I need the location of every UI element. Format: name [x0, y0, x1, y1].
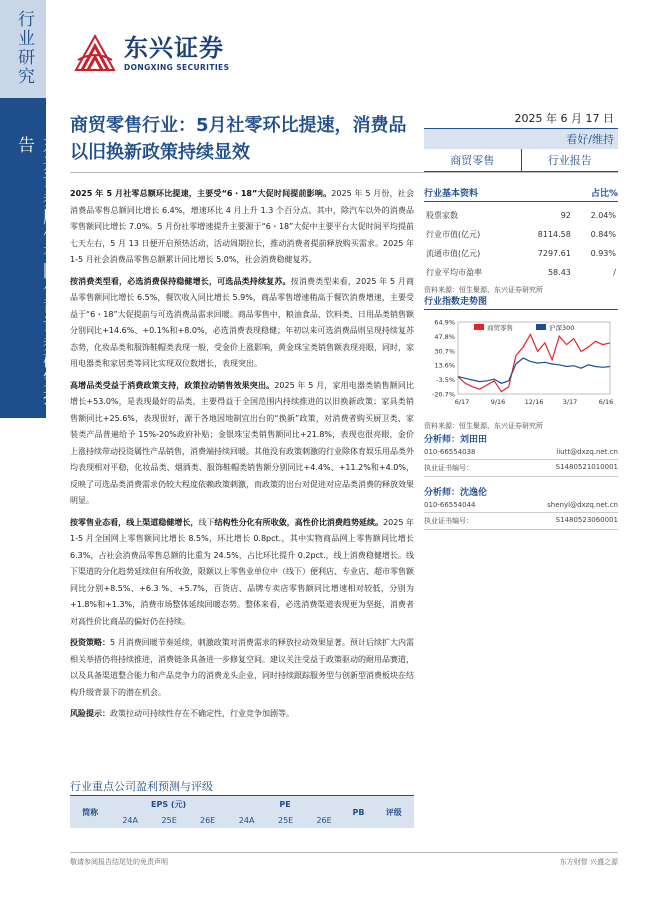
- y-tick-label: -3.5%: [436, 376, 455, 385]
- col-rating: 评级: [374, 796, 414, 829]
- report-meta-box: [424, 108, 618, 173]
- year-label: 24A: [227, 813, 267, 828]
- side-strip-main: [0, 98, 59, 418]
- stat-pct: /: [613, 268, 616, 277]
- paragraph-2-lead: 按消费类型看，必选消费保持稳健增长，可选品类持续复苏。: [70, 276, 291, 286]
- col-pe: PE: [227, 796, 343, 814]
- analyst-1-label: 分析师：: [424, 435, 461, 445]
- company-report-label: 东兴证券股份有限公司证券研究报告: [14, 136, 59, 406]
- paragraph-5: [70, 635, 414, 701]
- analyst-1-contact: [424, 445, 618, 460]
- analyst-1-email[interactable]: liutt@dxzq.net.cn: [556, 448, 618, 456]
- stat-value: 92: [560, 211, 571, 220]
- logo-en-text: DONGXING SECURITIES: [124, 62, 230, 72]
- paragraph-4-text: 2025 年 1-5 月全国网上零售额同比增长 8.5%，环比增长 0.8pct.，其中实物商品网上零售额同比增长 6.3%，占社会消费品零售总额的比重为 24.5%，占比环比提升 0.2pct.，线上消费稳健增长。线下渠道的分化趋势延续但有所收敛，限额以上零售业单位中（线下）便利店、专业店、超市零售额同比分别+8.5%、+6.3 %、+5.7%，百货店、品牌专卖店零售额同比增速相对较低，分别为+1.8%和+1.3%，消费市场整体延续回暖态势。整体来看，必选消费渠道表现更为坚挺，消费者对高性价比商品的偏好仍在持续。: [70, 517, 415, 626]
- paragraph-3: [70, 378, 414, 510]
- paragraph-5-text: 5 月消费回暖节奏延续，刺激政策对消费需求的释放拉动效果显著。预计后续扩大内需相关举措仍将持续推进，消费链条具备进一步修复空间。建议关注受益于政策驱动的耐用品赛道，以及具备渠道整合能力和产品竞争力的消费龙头企业，同时持续跟踪服务型与创新型消费板块在结构升级背景下的潜在机会。: [70, 638, 414, 697]
- paragraph-6: [70, 706, 414, 723]
- analyst-2-email[interactable]: shenyl@dxzq.net.cn: [547, 501, 618, 509]
- x-tick-label: 6/16: [598, 398, 614, 406]
- analyst-2-heading: [424, 485, 618, 498]
- series-line-2: [458, 358, 610, 383]
- col-name: 简称: [70, 796, 110, 829]
- analyst-1-cert-row: [424, 460, 618, 477]
- paragraph-4-lead: 按零售业态看，线上渠道稳健增长，: [70, 517, 199, 527]
- table-row: [424, 244, 618, 263]
- legend-label: 沪深300: [549, 324, 575, 332]
- paragraph-3-lead: 高增品类受益于消费政策支持，政策拉动销售效果突出。: [70, 380, 275, 390]
- company-logo: [72, 30, 229, 76]
- y-tick-label: 64.9%: [434, 318, 455, 327]
- x-tick-label: 9/16: [490, 398, 506, 406]
- x-tick-label: 6/17: [454, 398, 470, 406]
- table-row: [424, 263, 618, 282]
- analyst-1-phone: 010-66554038: [424, 448, 476, 456]
- industry-tag: 商贸零售: [424, 149, 521, 173]
- analyst-1-heading: [424, 432, 618, 445]
- logo-mark-icon: [72, 30, 118, 76]
- rating-badge: 看好/维持: [424, 129, 618, 149]
- forecast-title: 行业重点公司盈利预测与评级: [70, 780, 213, 793]
- analyst-2-cert-row: [424, 513, 618, 530]
- y-tick-label: 30.7%: [434, 347, 455, 356]
- legend-swatch: [536, 324, 546, 330]
- side-strip-top: [0, 0, 46, 98]
- industry-trend: [424, 294, 618, 431]
- paragraph-6-lead: 风险提示：: [70, 709, 110, 718]
- x-tick-label: 3/17: [562, 398, 578, 406]
- y-tick-label: -20.7%: [432, 390, 455, 399]
- stat-label: 行业平均市盈率: [426, 268, 482, 277]
- paragraph-3-text: 2025 年 5 月，家用电器类销售额同比增长+53.0%，是表现最好的品类，主要得益于全国范围内持续推进的以旧换新政策；家具类销售额同比+25.6%，表现很好，源于各地因地制宜出台的“换新”政策，对消费者购买厨卫类、家装类产品普遍给予 15%-20%政府补贴；金银珠宝类销售额同比+21.8%，表现也很亮眼，金价上涨持续带动投资属性产品销售，消费端持续回暖。其他没有政策刺激的行业除体育娱乐用品类外均表现相对平稳，化妆品类、烟酒类、服饰鞋帽类销售额分别同比+4.4%、+11.2%和+4.0%，反映了可选品类消费需求仍较大程度依赖政策刺激，而政策的出台对促进对应品类消费的释放效果明显。: [70, 380, 415, 505]
- header-divider: [70, 172, 618, 173]
- year-label: 24A: [110, 813, 150, 828]
- report-type-tag: 行业报告: [521, 149, 619, 173]
- stat-pct: 2.04%: [590, 211, 616, 220]
- series-line-1: [458, 335, 610, 392]
- col-pb: PB: [343, 796, 373, 829]
- paragraph-4: [70, 515, 414, 631]
- trend-line-chart: [424, 314, 618, 414]
- col-eps: EPS (元): [110, 796, 226, 814]
- stat-value: 58.43: [547, 268, 571, 277]
- basic-data-table: [424, 206, 618, 282]
- industry-basic-data: [424, 186, 618, 295]
- analyst-2-label: 分析师：: [424, 488, 461, 498]
- analyst-2-cert: S1480523060001: [555, 516, 618, 524]
- report-category: 行业研究: [14, 10, 34, 86]
- paragraph-1-lead: 2025 年 5 月社零总额环比提速，主要受“6・18”大促时间提前影响。: [70, 189, 332, 198]
- paragraph-4-lead2: 结构性分化有所收敛，高性价比消费趋势延续。: [214, 517, 384, 527]
- y-tick-label: 13.6%: [434, 361, 455, 370]
- paragraph-5-lead: 投资策略：: [70, 638, 111, 647]
- logo-cn-text: 东兴证券: [124, 33, 224, 62]
- stat-value: 8114.58: [537, 230, 571, 239]
- plot-frame: [458, 322, 610, 394]
- year-label: 25E: [266, 813, 304, 828]
- basic-data-title: 行业基本资料: [424, 189, 479, 199]
- report-title: 商贸零售行业：5月社零环比提速，消费品以旧换新政策持续显效: [70, 115, 407, 163]
- y-tick-label: 47.8%: [434, 332, 455, 341]
- trend-title: 行业指数走势图: [424, 297, 488, 307]
- analyst-2-phone: 010-66554044: [424, 501, 476, 509]
- stat-label: 股票家数: [426, 211, 458, 220]
- trend-source: 资料来源：恒生聚源、东兴证券研究所: [424, 422, 543, 430]
- stat-label: 流通市值(亿元): [426, 249, 481, 258]
- analyst-1-cert-label: 执业证书编号：: [424, 464, 473, 472]
- legend-label: 商贸零售: [487, 324, 513, 332]
- forecast-table: [70, 795, 414, 828]
- basic-data-col: 占比%: [590, 189, 618, 199]
- analyst-1-cert: S1480521010001: [555, 463, 618, 471]
- footer-disclaimer: 敬请参阅报告结尾处的免责声明: [70, 858, 168, 866]
- analyst-2-name: 沈逸伦: [460, 488, 488, 498]
- year-label: 26E: [305, 813, 343, 828]
- stat-pct: 0.93%: [590, 249, 616, 258]
- stat-pct: 0.84%: [590, 230, 616, 239]
- stat-label: 行业市值(亿元): [426, 230, 481, 239]
- table-row: [424, 225, 618, 244]
- paragraph-2: [70, 274, 414, 373]
- table-row: [424, 206, 618, 225]
- footer-slogan: 东方财智 兴盛之源: [559, 858, 618, 866]
- analyst-1-name: 刘田田: [460, 435, 488, 445]
- paragraph-6-text: 政策拉动可持续性存在不确定性，行业竞争加剧等。: [110, 709, 294, 718]
- x-tick-label: 12/16: [524, 398, 544, 406]
- analyst-2-cert-label: 执业证书编号：: [424, 517, 473, 525]
- paragraph-2-text: 按消费类型来看，2025 年 5 月商品零售额同比增长 6.5%，餐饮收入同比增长 5.9%，商品零售增速稍高于餐饮消费增速，主要受益于“6・18”大促提前与可选消费品需求回暖。商品零售中，粮油食品、饮料类、日用品类销售额分别同比+14.6%、+0.1%和+8.0%，必选消费表现稳健；年初以来可选消费品则呈现持续复苏态势，化妆品类和服饰鞋帽类表现一般，受金价上涨影响，黄金珠宝类销售额表现亮眼，同时，家用电器类和家居类等同比实现双位数增长，表现突出。: [70, 276, 414, 368]
- legend-swatch: [474, 324, 484, 330]
- stat-value: 7297.61: [537, 249, 571, 258]
- analyst-2-contact: [424, 498, 618, 513]
- report-body: [70, 186, 414, 728]
- footer-divider: [70, 852, 618, 853]
- basic-data-source: 资料来源：恒生聚源、东兴证券研究所: [424, 286, 543, 294]
- paragraph-4-mid: 线下: [198, 517, 215, 527]
- paragraph-1-text: 2025 年 5 月份，社会消费品零售总额同比增长 6.4%，增速环比 4 月上升 1.3 个百分点。其中，除汽车以外的消费品零售额同比增长 7.0%。5 月份社零增速提升主要源于“6・18”大促中主要平台大促时间平均提前七天左右，5 月 13 日便开启预热活动，活动周期拉长，推动消费者提前释放购买需求。2025 年 1-5 月社会消费品零售总额累计同比增长 5.0%，社会消费稳健复苏。: [70, 189, 414, 264]
- analyst-info: [424, 432, 618, 530]
- year-label: 25E: [150, 813, 188, 828]
- paragraph-1: [70, 186, 414, 269]
- report-date: 2025 年 6 月 17 日: [424, 108, 618, 129]
- year-label: 26E: [188, 813, 226, 828]
